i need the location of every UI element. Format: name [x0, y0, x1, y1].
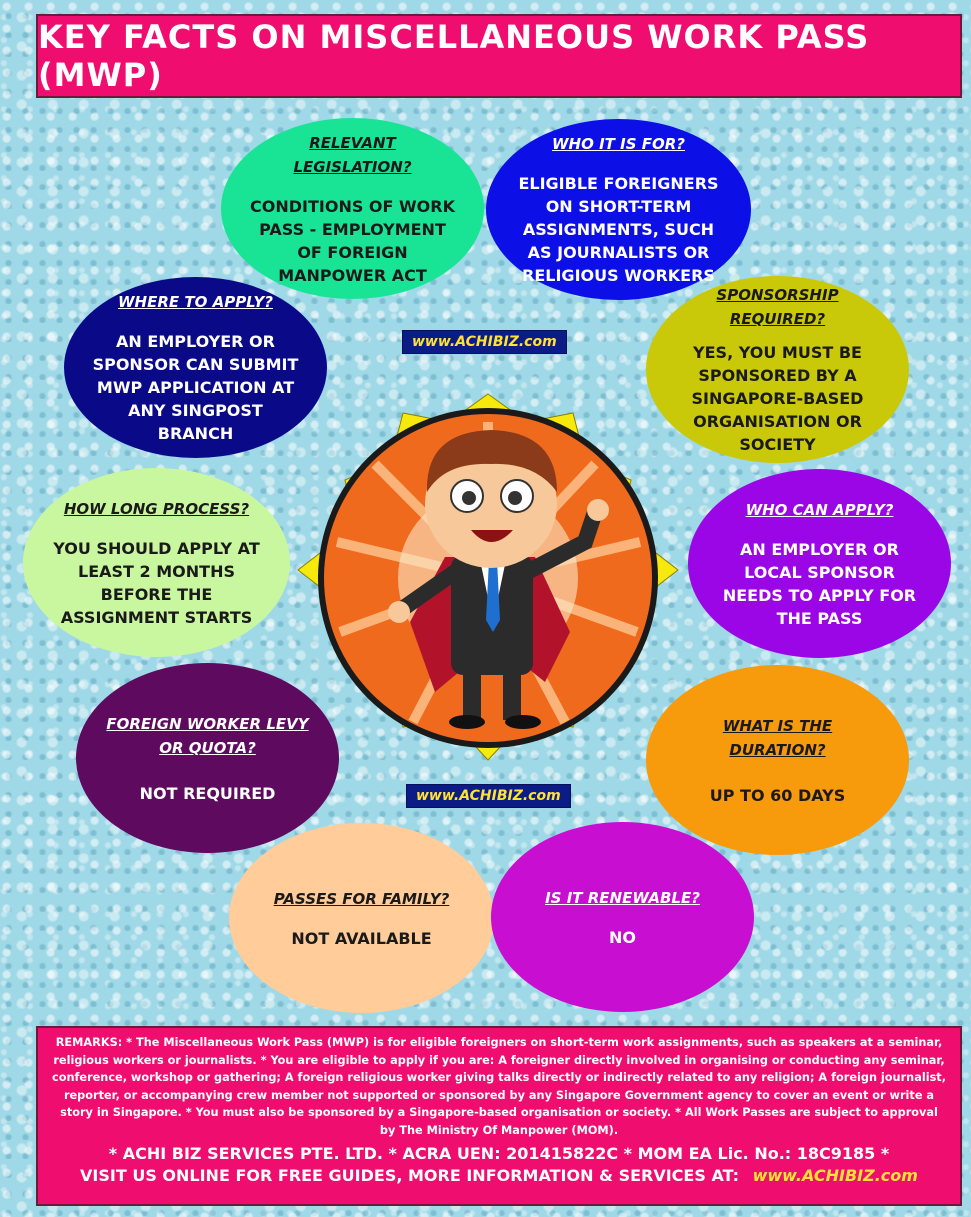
website-badge-top: www.ACHIBIZ.com — [402, 330, 567, 354]
company-info: * ACHI BIZ SERVICES PTE. LTD. * ACRA UEN: 201415822C * MOM EA Lic. No.: 18C9185 * — [108, 1144, 890, 1163]
bubble-question: WHO IT IS FOR? — [552, 135, 685, 153]
bubble-answer: NOT AVAILABLE — [291, 928, 432, 948]
bubble-who-apply — [688, 469, 951, 658]
bubble-answer: AN EMPLOYER OR LOCAL SPONSOR NEEDS TO APPLY FOR THE PASS — [722, 539, 917, 628]
bubble-where-apply — [64, 277, 327, 458]
bubble-question: WHO CAN APPLY? — [745, 500, 894, 519]
businessman-illustration — [295, 392, 681, 762]
bubble-legislation — [221, 118, 484, 299]
bubble-answer: UP TO 60 DAYS — [709, 785, 846, 805]
visit-text: VISIT US ONLINE FOR FREE GUIDES, MORE INFORMATION & SERVICES AT: — [80, 1166, 740, 1185]
bubble-answer: ELIGIBLE FOREIGNERS ON SHORT-TERM ASSIGNMENTS, SUCH AS JOURNALISTS OR RELIGIOUS WORKERS — [518, 174, 719, 285]
bubble-how-long — [23, 468, 290, 657]
visit-line — [52, 1165, 946, 1187]
bubble-answer: YOU SHOULD APPLY AT LEAST 2 MONTHS BEFORE THE ASSIGNMENT STARTS — [53, 538, 260, 627]
bubble-question: HOW LONG PROCESS? — [63, 499, 250, 518]
bubble-question: WHERE TO APPLY? — [118, 293, 273, 311]
remarks-panel — [36, 1026, 962, 1206]
bubble-sponsorship — [646, 276, 909, 463]
bubble-duration — [646, 665, 909, 855]
bubble-family — [229, 823, 494, 1013]
bubble-question: FOREIGN WORKER LEVY OR QUOTA? — [106, 714, 309, 757]
bubble-answer: NO — [609, 927, 636, 947]
website-link[interactable]: www.ACHIBIZ.com — [752, 1166, 918, 1185]
bubble-question: WHAT IS THE DURATION? — [722, 716, 833, 759]
bubble-answer: CONDITIONS OF WORK PASS - EMPLOYMENT OF FOREIGN MANPOWER ACT — [250, 196, 455, 285]
remarks-text: REMARKS: * The Miscellaneous Work Pass (MWP) is for eligible foreigners on short-term work assignments, such as speakers at a seminar, religious workers or journalists. * You are eligible to apply if you are: A foreigner directly involved in organising or conducting any seminar, conference, workshop or gathering; A foreign religious worker giving talks directly or indirectly related to any religion; A foreign journalist, reporter, or accompanying crew member not supported or sponsored by any Singapore Government agency to cover an event or write a story in Singapore. * You must also be sponsored by a Singapore-based organisation or society. * All Work Passes are subject to approval by The Ministry Of Manpower (MOM). — [52, 1036, 946, 1137]
bubble-who-for — [486, 119, 751, 300]
bubble-answer: YES, YOU MUST BE SPONSORED BY A SINGAPORE-BASED ORGANISATION OR SOCIETY — [691, 343, 864, 454]
bubble-question: PASSES FOR FAMILY? — [273, 889, 450, 908]
bubble-renewable — [491, 822, 754, 1012]
bubble-question: IS IT RENEWABLE? — [545, 888, 700, 907]
bubble-question: SPONSORSHIP REQUIRED? — [716, 286, 839, 328]
page-title: KEY FACTS ON MISCELLANEOUS WORK PASS (MWP) — [36, 14, 962, 98]
bubble-question: RELEVANT LEGISLATION? — [293, 133, 412, 176]
bubble-answer: AN EMPLOYER OR SPONSOR CAN SUBMIT MWP APPLICATION AT ANY SINGPOST BRANCH — [92, 332, 299, 443]
bubble-answer: NOT REQUIRED — [139, 783, 276, 803]
website-badge-bottom: www.ACHIBIZ.com — [406, 784, 571, 808]
